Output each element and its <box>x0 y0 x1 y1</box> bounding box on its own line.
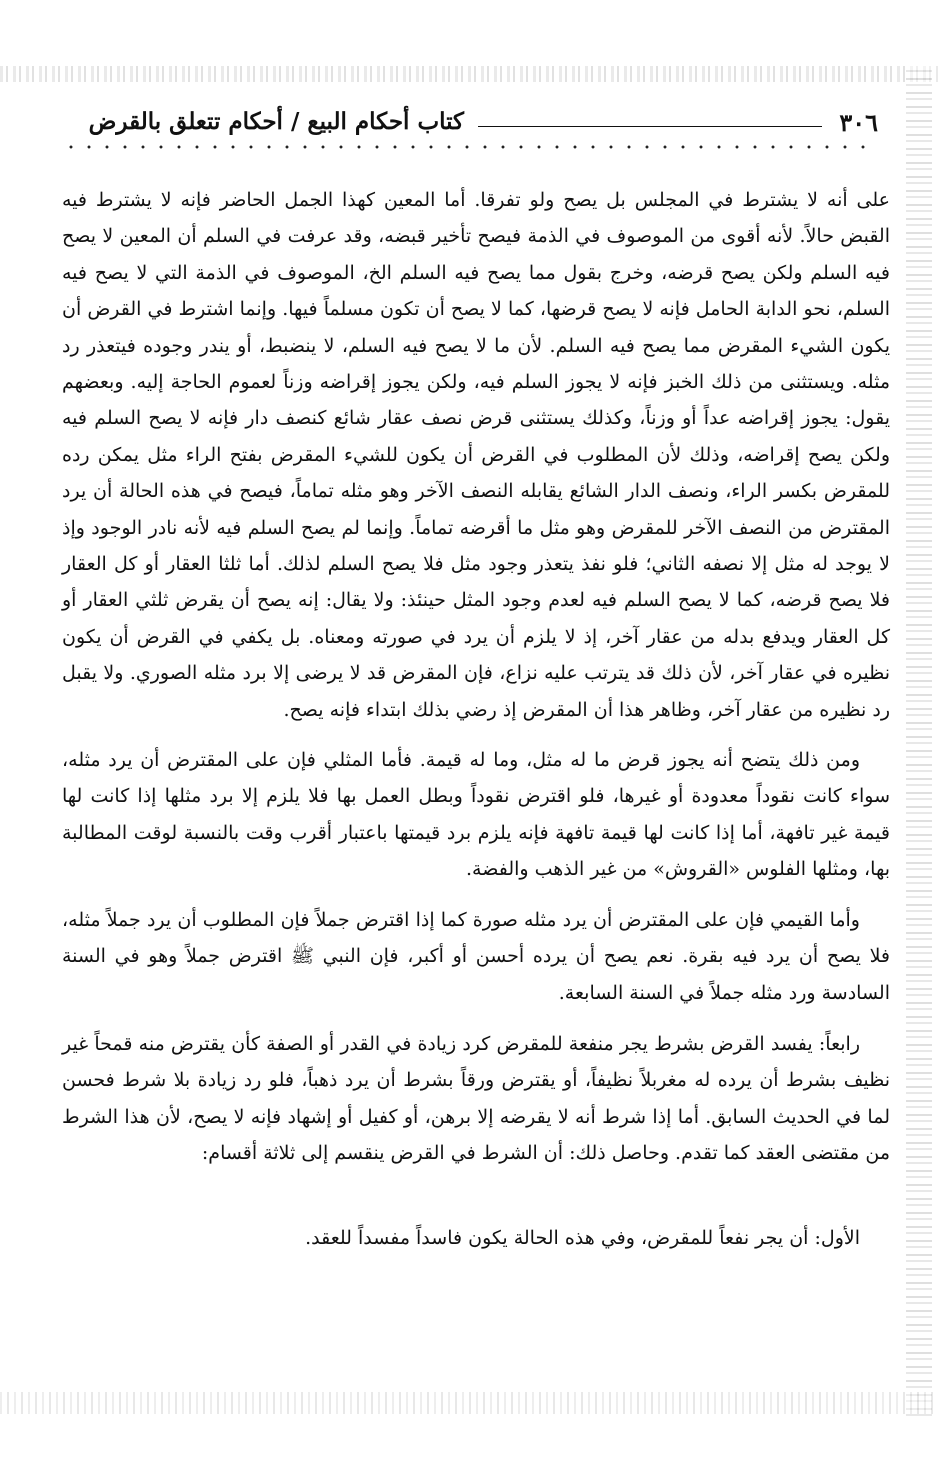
scan-border-top <box>0 66 938 82</box>
running-header <box>62 108 878 144</box>
header-title: كتاب أحكام البيع / أحكام تتعلق بالقرض <box>88 108 464 135</box>
page-number: ٣٠٦ <box>839 108 878 137</box>
paragraph-1: على أنه لا يشترط في المجلس بل يصح ولو تفرقا. أما المعين كهذا الجمل الحاضر فإنه لا يشترط فيه القبض حالاً. لأنه أقوى من الموصوف في الذمة فيصح تأخير قبضه، وقد عرفت في السلم أن المعين لا يصح فيه السلم ولكن يصح قرضه، وخرج بقول مما يصح فيه السلم الخ، الموصوف في الذمة التي لا يصح فيه السلم، نحو الدابة الحامل فإنه لا يصح قرضها، كما لا يصح أن تكون مسلماً فيها. وإنما اشترط في القرض أن يكون الشيء المقرض مما يصح فيه السلم. لأن ما لا يصح فيه السلم، لا ينضبط، أو يندر وجوده فيتعذر رد مثله. ويستثنى من ذلك الخبز فإنه لا يجوز السلم فيه، ولكن يجوز إقراضه وزناً لعموم الحاجة إليه. وبعضهم يقول: يجوز إقراضه عداً أو وزناً، وكذلك يستثنى قرض نصف عقار شائع كنصف دار فإنه لا يصح السلم فيه ولكن يصح إقراضه، وذلك لأن المطلوب في القرض أن يكون للشيء المقرض بفتح الراء مثل يمكن رده للمقرض بكسر الراء، ونصف الدار الشائع يقابله النصف الآخر وهو مثله تماماً، فيصح في هذه الحالة أن يرد المقترض من النصف الآخر للمقرض وهو مثل ما أقرضه تماماً. وإنما لم يصح السلم فيه لأنه نادر الوجود وإذ لا يوجد له مثل إلا نصفه الثاني؛ فلو نفذ يتعذر وجود مثل فلا يصح السلم لذلك. أما ثلثا العقار أو كل العقار فلا يصح قرضه، كما لا يصح السلم فيه لعدم وجود المثل حينئذ: ولا يقال: إنه يصح أن يقرض ثلثي العقار أو كل العقار ويدفع بدله من عقار آخر، إذ لا يلزم أن يرد في صورته ومعناه. بل يكفي في القرض أن يكون نظيره في عقار آخر، لأن ذلك قد يترتب عليه نزاع، فإن المقرض قد لا يرضى إلا برد مثله الصوري. ولا يقبل رد نظيره من عقار آخر، وظاهر هذا أن المقرض إذ رضي بذلك ابتداء فإنه يصح. <box>62 189 890 721</box>
header-rule <box>478 126 822 127</box>
scan-border-bottom <box>0 1392 938 1414</box>
dotted-divider <box>62 143 872 151</box>
paragraph-4: رابعاً: يفسد القرض بشرط يجر منفعة للمقرض كرد زيادة في القدر أو الصفة كأن يقترض منه قمحاً غير نظيف بشرط أن يرده له مغربلاً نظيفاً، أو يقترض ورقاً بشرط أن يرد ذهباً، فلو رد زيادة بلا شرط فحسن لما في الحديث السابق. أما إذا شرط أنه لا يقرضه إلا برهن، أو كفيل أو إشهاد فإنه لا يصح، لأن هذا الشرط من مقتضى العقد كما تقدم. وحاصل ذلك: أن الشرط في القرض ينقسم إلى ثلاثة أقسام: <box>62 1033 890 1165</box>
paragraph-2: ومن ذلك يتضح أنه يجوز قرض ما له مثل، وما له قيمة. فأما المثلي فإن على المقترض أن يرد مثله، سواء كانت نقوداً معدودة أو غيرها، فلو اقترض نقوداً وبطل العمل بها فلا يلزم إلا برد مثلها إذا كانت لها قيمة غير تافهة، أما إذا كانت لها قيمة تافهة فإنه يلزم برد قيمتها باعتبار أقرب وقت بالنسبة لوقت المطالبة بها، ومثلها الفلوس «القروش» من غير الذهب والفضة. <box>62 749 890 881</box>
paragraph-5: الأول: أن يجر نفعاً للمقرض، وفي هذه الحالة يكون فاسداً مفسداً للعقد. <box>305 1227 860 1249</box>
paragraph-3: وأما القيمي فإن على المقترض أن يرد مثله صورة كما إذا اقترض جملاً فإن المطلوب أن يرد جملاً مثله، فلا يصح أن يرد فيه بقرة. نعم يصح أن يرده أحسن أو أكبر، فإن النبي ﷺ اقترض جملاً وهو في السنة السادسة ورد مثله جملاً في السنة السابعة. <box>62 909 890 1004</box>
page-body <box>62 182 890 1256</box>
scan-border-right <box>906 66 932 1416</box>
